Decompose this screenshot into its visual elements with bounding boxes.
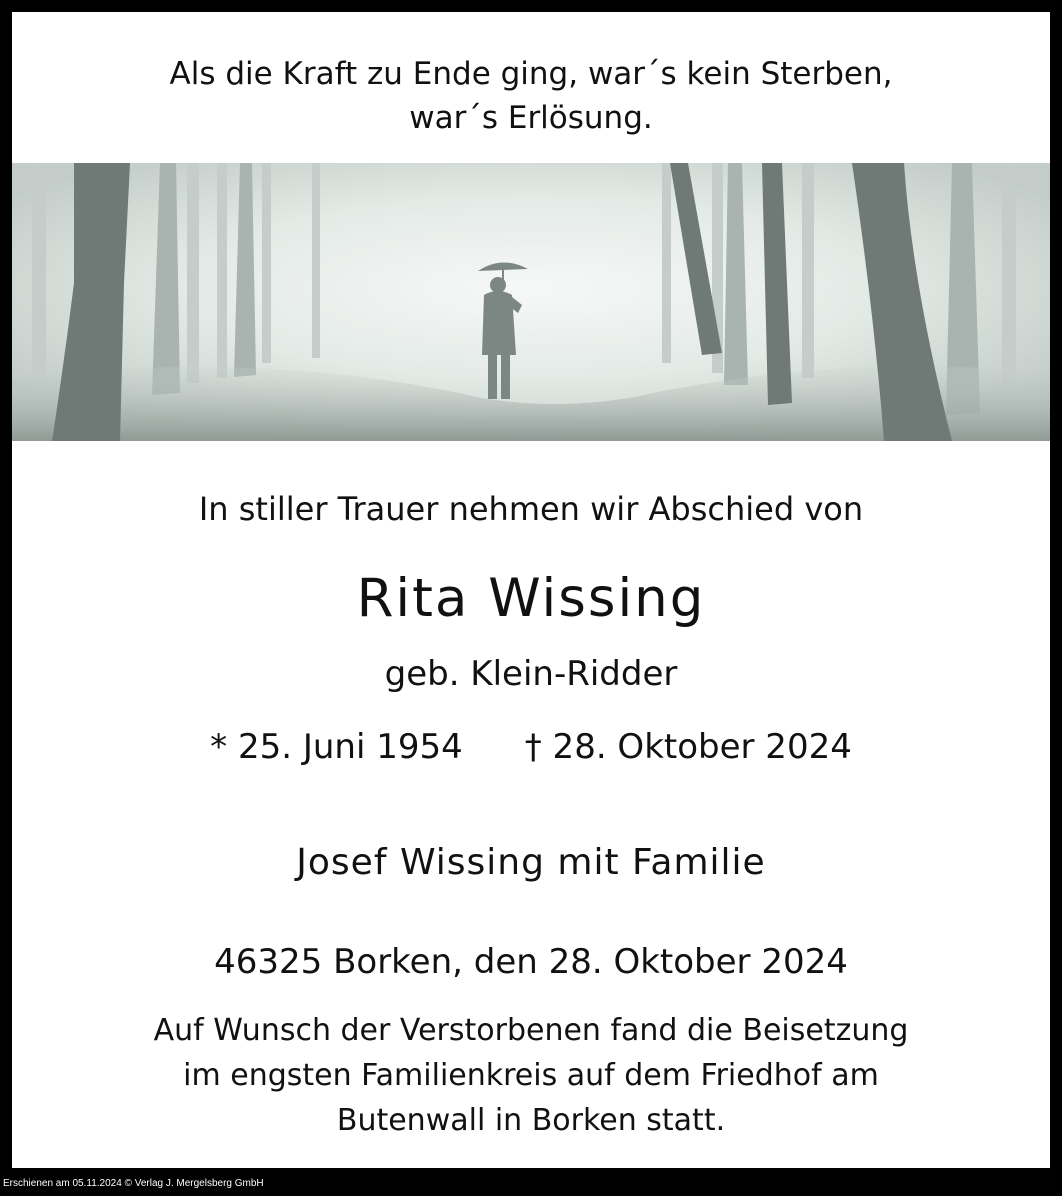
quote-line-1: Als die Kraft zu Ende ging, war´s kein Sterben, <box>169 56 893 92</box>
quote <box>12 52 1050 140</box>
notice-line-3: Butenwall in Borken statt. <box>336 1103 726 1138</box>
life-dates <box>12 727 1050 767</box>
death-date: † 28. Oktober 2024 <box>524 727 852 767</box>
publication-footer: Erschienen am 05.11.2024 © Verlag J. Mergelsberg GmbH <box>3 1178 264 1189</box>
intro-text: In stiller Trauer nehmen wir Abschied von <box>198 490 864 528</box>
obituary-card <box>12 12 1050 1168</box>
quote-line-2: war´s Erlösung. <box>409 100 653 136</box>
notice-line-2: im engsten Familienkreis auf dem Friedhof am <box>183 1058 879 1093</box>
place-date: 46325 Borken, den 28. Oktober 2024 <box>214 942 848 982</box>
birth-date: * 25. Juni 1954 <box>210 727 463 767</box>
maiden-name: geb. Klein-Ridder <box>384 654 678 694</box>
notice-line-1: Auf Wunsch der Verstorbenen fand die Beisetzung <box>153 1013 909 1048</box>
burial-notice <box>12 1008 1050 1143</box>
foggy-forest-photo <box>12 163 1050 441</box>
deceased-name: Rita Wissing <box>356 568 706 629</box>
mourners: Josef Wissing mit Familie <box>296 842 766 883</box>
